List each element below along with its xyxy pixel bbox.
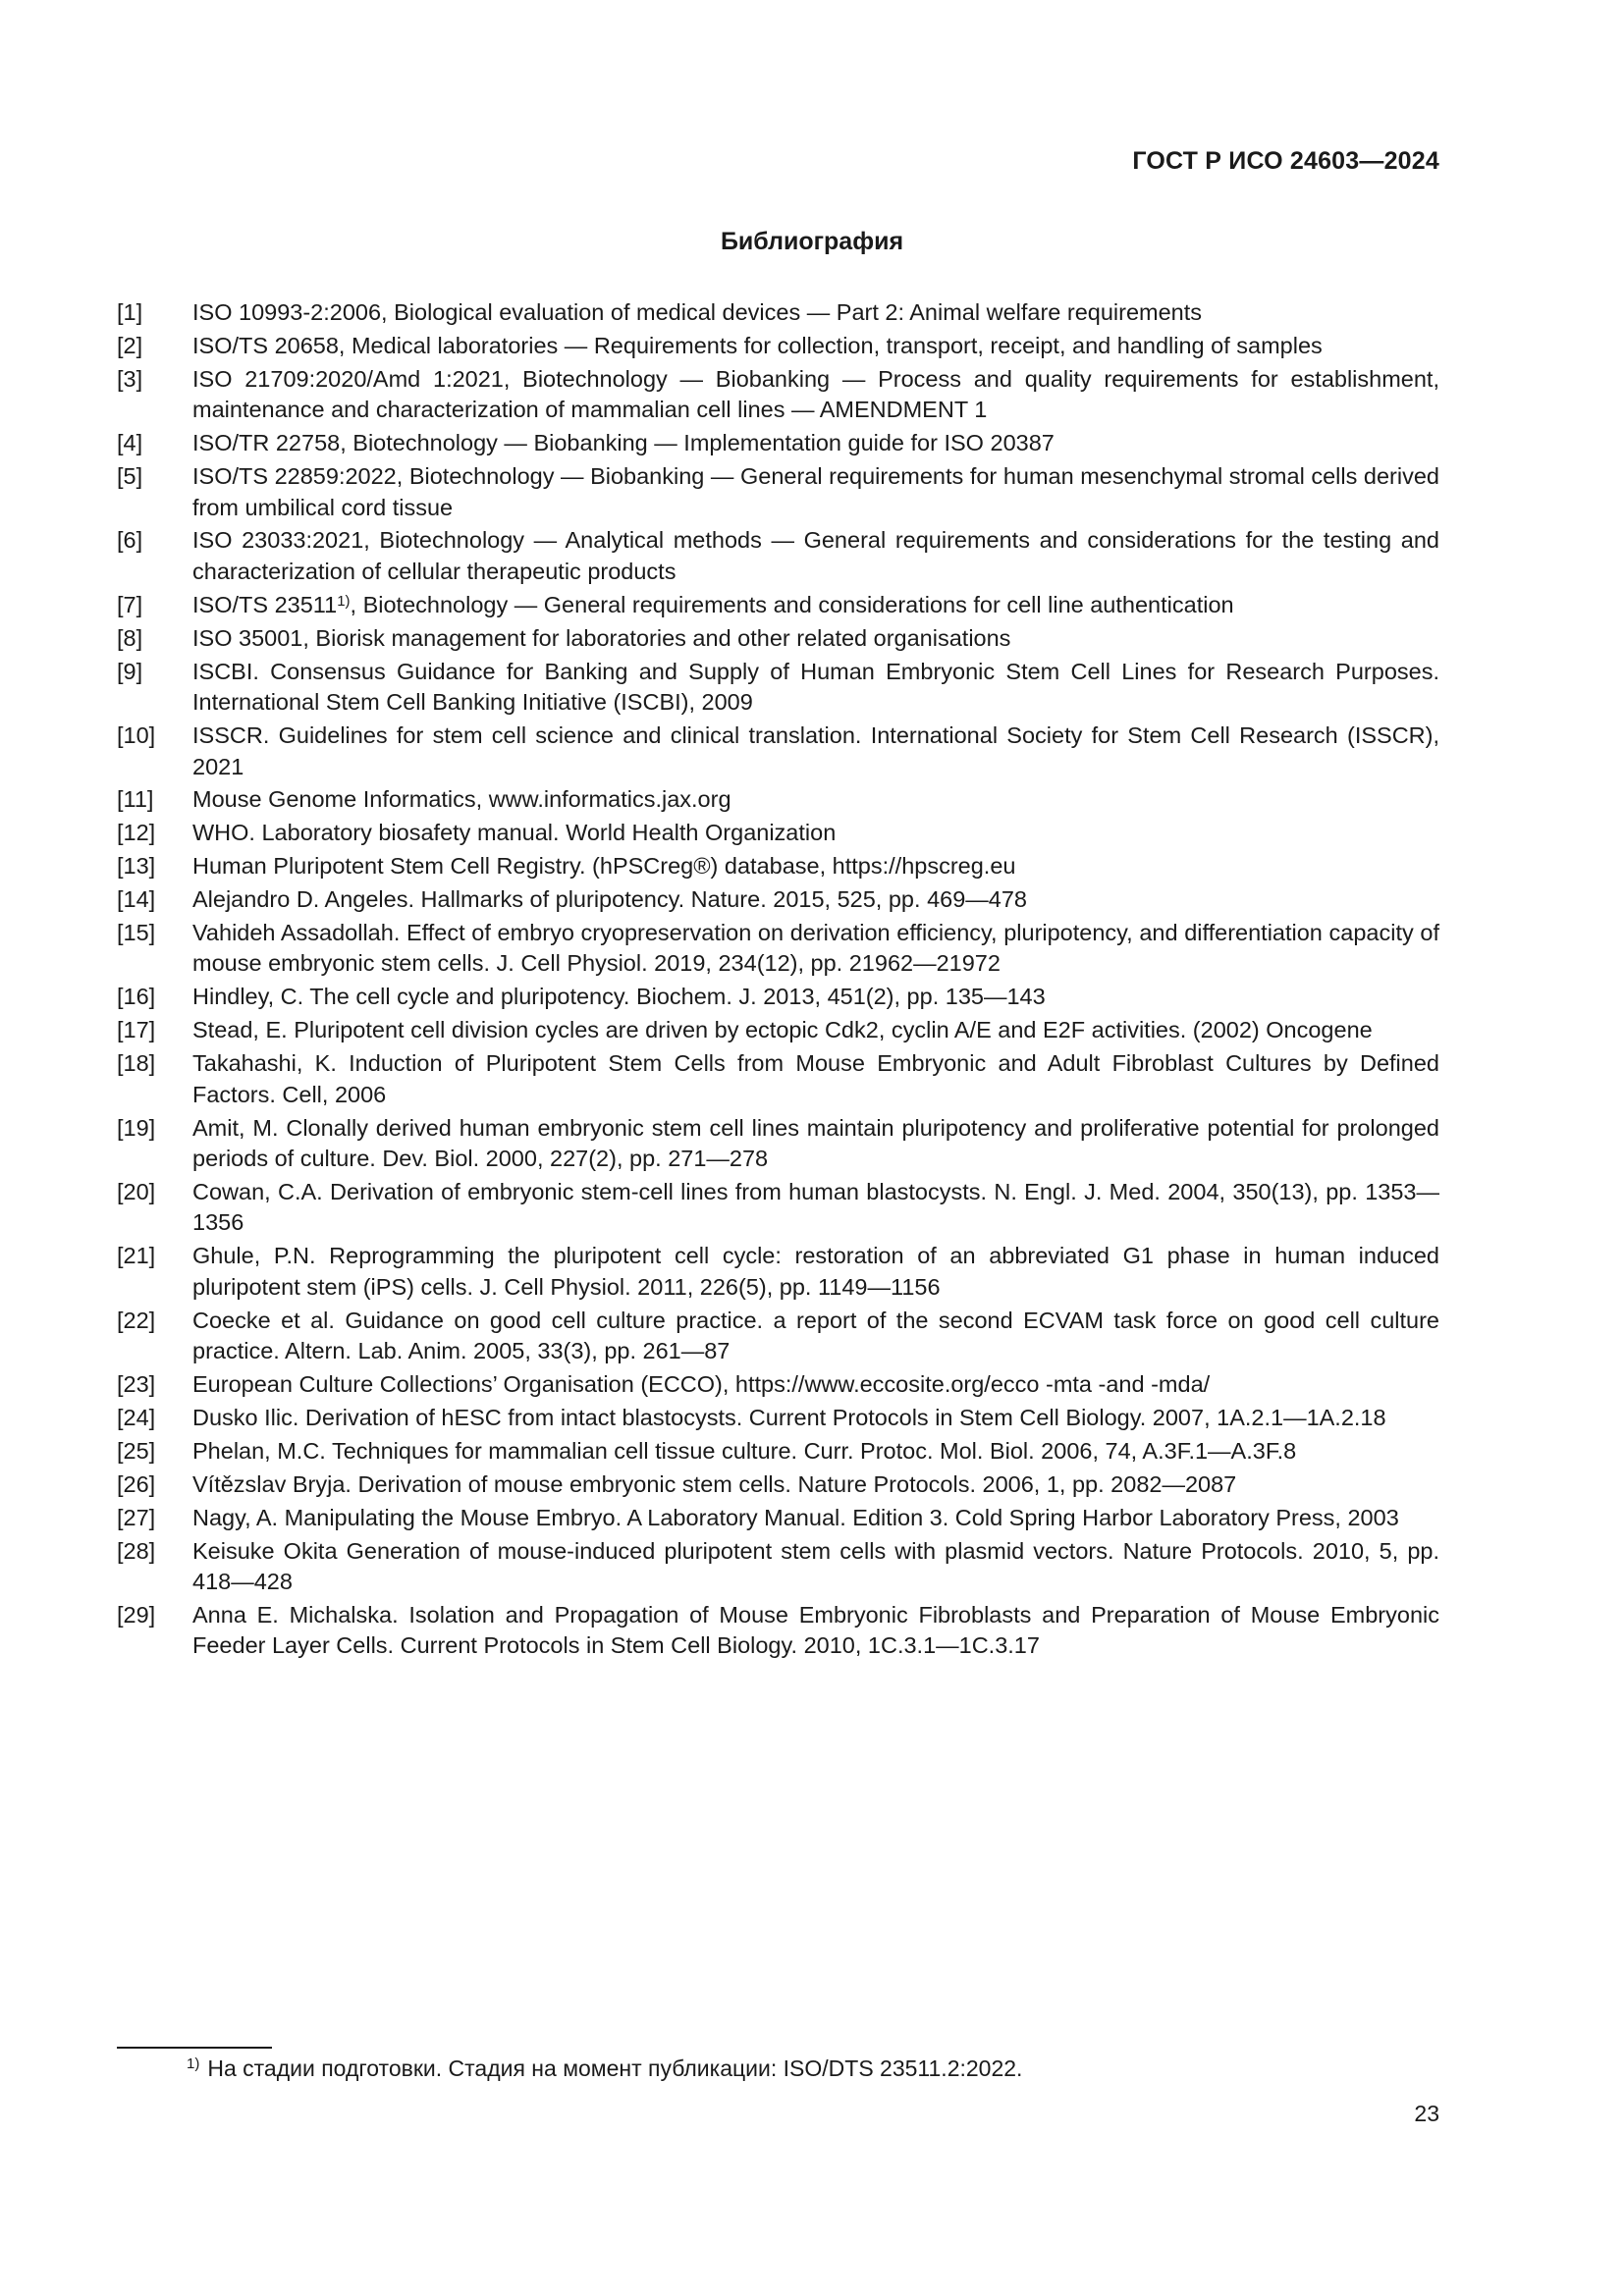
- reference-number: [16]: [117, 984, 156, 1010]
- reference-number: [6]: [117, 527, 143, 554]
- reference-text: ISSCR. Guidelines for stem cell science and clinical translation. International Society for Stem Cell Research (ISSCR), 2021: [192, 722, 1439, 779]
- reference-number: [23]: [117, 1371, 156, 1398]
- reference-text: Anna E. Michalska. Isolation and Propagation of Mouse Embryonic Fibroblasts and Preparation of Mouse Embryonic Feeder Layer Cells. Current Protocols in Stem Cell Biology. 2010, 1C.3.1—1C.3.17: [192, 1601, 1439, 1659]
- reference-number: [22]: [117, 1307, 156, 1333]
- page-number: 23: [1414, 2101, 1439, 2126]
- bibliography-item: [117, 851, 1439, 882]
- reference-text: Mouse Genome Informatics, www.informatics.jax.org: [192, 786, 731, 813]
- reference-text: [192, 590, 1439, 621]
- reference-text: Coecke et al. Guidance on good cell culture practice. a report of the second ECVAM task force on good cell culture practice. Altern. Lab. Anim. 2005, 33(3), pp. 261—87: [192, 1307, 1439, 1364]
- reference-number: [2]: [117, 332, 143, 358]
- bibliography-item: [117, 1469, 1439, 1501]
- reference-text: ISO 35001, Biorisk management for laboratories and other related organisations: [192, 624, 1011, 651]
- reference-number: [21]: [117, 1243, 156, 1269]
- bibliography-item: [117, 525, 1439, 587]
- reference-number: [29]: [117, 1601, 156, 1628]
- bibliography-item: [117, 1403, 1439, 1434]
- reference-text: Takahashi, K. Induction of Pluripotent Stem Cells from Mouse Embryonic and Adult Fibroblast Cultures by Defined Factors. Cell, 2006: [192, 1050, 1439, 1107]
- bibliography-item: [117, 982, 1439, 1013]
- reference-number: [9]: [117, 658, 143, 684]
- reference-number: [20]: [117, 1178, 156, 1204]
- reference-number: [13]: [117, 853, 156, 880]
- reference-number: [25]: [117, 1437, 156, 1464]
- reference-number: [19]: [117, 1114, 156, 1141]
- reference-number: [18]: [117, 1050, 156, 1077]
- reference-number: [3]: [117, 365, 143, 392]
- reference-text: Cowan, C.A. Derivation of embryonic stem-cell lines from human blastocysts. N. Engl. J. Med. 2004, 350(13), pp. 1353—1356: [192, 1178, 1439, 1236]
- reference-text: Alejandro D. Angeles. Hallmarks of pluripotency. Nature. 2015, 525, pp. 469—478: [192, 886, 1027, 913]
- reference-text: ISO 10993-2:2006, Biological evaluation of medical devices — Part 2: Animal welfare requirements: [192, 299, 1203, 325]
- reference-text: ISO/TR 22758, Biotechnology — Biobanking — Implementation guide for ISO 20387: [192, 430, 1055, 456]
- bibliography-list: [117, 297, 1439, 1664]
- reference-number: [5]: [117, 463, 143, 490]
- bibliography-item: [117, 657, 1439, 719]
- bibliography-item: [117, 784, 1439, 816]
- footnote-mark: 1): [187, 2056, 200, 2072]
- section-title: Библиография: [720, 228, 904, 255]
- bibliography-item: [117, 1113, 1439, 1175]
- reference-number: [14]: [117, 886, 156, 913]
- reference-number: [28]: [117, 1537, 156, 1564]
- reference-text: ISCBI. Consensus Guidance for Banking and Supply of Human Embryonic Stem Cell Lines for Research Purposes. International Stem Cell Banking Initiative (ISCBI), 2009: [192, 658, 1439, 716]
- footnote-divider: [117, 2047, 272, 2049]
- reference-number: [7]: [117, 591, 143, 617]
- bibliography-item: [117, 1536, 1439, 1598]
- reference-number: [8]: [117, 624, 143, 651]
- reference-number: [10]: [117, 722, 156, 749]
- bibliography-item: [117, 1436, 1439, 1468]
- reference-number: [12]: [117, 820, 156, 846]
- bibliography-item: [117, 331, 1439, 362]
- bibliography-item: [117, 721, 1439, 782]
- reference-text: Amit, M. Clonally derived human embryonic stem cell lines maintain pluripotency and proliferative potential for prolonged periods of culture. Dev. Biol. 2000, 227(2), pp. 271—278: [192, 1114, 1439, 1172]
- reference-number: [17]: [117, 1017, 156, 1043]
- bibliography-item: [117, 1306, 1439, 1367]
- bibliography-item: [117, 918, 1439, 980]
- reference-text: Vítězslav Bryja. Derivation of mouse embryonic stem cells. Nature Protocols. 2006, 1, pp. 2082—2087: [192, 1470, 1237, 1497]
- bibliography-item: [117, 1241, 1439, 1303]
- bibliography-item: [117, 1015, 1439, 1046]
- bibliography-item: [117, 1048, 1439, 1110]
- bibliography-item: [117, 1600, 1439, 1662]
- bibliography-item: [117, 364, 1439, 426]
- reference-number: [1]: [117, 299, 143, 325]
- reference-text-part: , Biotechnology — General requirements and considerations for cell line authentication: [350, 591, 1234, 617]
- bibliography-item: [117, 297, 1439, 329]
- document-header: ГОСТ Р ИСО 24603—2024: [1132, 147, 1439, 175]
- reference-text: Stead, E. Pluripotent cell division cycles are driven by ectopic Cdk2, cyclin A/E and E2F activities. (2002) Oncogene: [192, 1017, 1373, 1043]
- reference-number: [24]: [117, 1404, 156, 1430]
- reference-number: [4]: [117, 430, 143, 456]
- reference-text: Dusko Ilic. Derivation of hESC from intact blastocysts. Current Protocols in Stem Cell Biology. 2007, 1A.2.1—1A.2.18: [192, 1404, 1386, 1430]
- reference-text: Nagy, A. Manipulating the Mouse Embryo. A Laboratory Manual. Edition 3. Cold Spring Harbor Laboratory Press, 2003: [192, 1504, 1399, 1530]
- bibliography-item: [117, 818, 1439, 849]
- reference-number: [15]: [117, 919, 156, 945]
- bibliography-item: [117, 1177, 1439, 1239]
- bibliography-item: [117, 884, 1439, 916]
- footnote: [187, 2054, 1022, 2083]
- reference-text: Human Pluripotent Stem Cell Registry. (hPSCreg®) database, https://hpscreg.eu: [192, 853, 1016, 880]
- reference-number: [26]: [117, 1470, 156, 1497]
- reference-text: ISO/TS 22859:2022, Biotechnology — Biobanking — General requirements for human mesenchymal stromal cells derived from umbilical cord tissue: [192, 463, 1439, 520]
- bibliography-item: [117, 428, 1439, 459]
- footnote-text: На стадии подготовки. Стадия на момент публикации: ISO/DTS 23511.2:2022.: [207, 2056, 1023, 2081]
- reference-text: Ghule, P.N. Reprogramming the pluripotent cell cycle: restoration of an abbreviated G1 phase in human induced pluripotent stem (iPS) cells. J. Cell Physiol. 2011, 226(5), pp. 1149—1156: [192, 1243, 1439, 1300]
- reference-text: ISO/TS 20658, Medical laboratories — Requirements for collection, transport, receipt, and handling of samples: [192, 332, 1323, 358]
- reference-text: ISO 21709:2020/Amd 1:2021, Biotechnology — Biobanking — Process and quality requirements for establishment, maintenance and characterization of mammalian cell lines — AMENDMENT 1: [192, 365, 1439, 423]
- bibliography-item: [117, 1503, 1439, 1534]
- reference-text: Keisuke Okita Generation of mouse-induced pluripotent stem cells with plasmid vectors. Nature Protocols. 2010, 5, pp. 418—428: [192, 1537, 1439, 1595]
- bibliography-item: [117, 1369, 1439, 1401]
- reference-number: [27]: [117, 1504, 156, 1530]
- reference-text: Phelan, M.C. Techniques for mammalian cell tissue culture. Curr. Protoc. Mol. Biol. 2006, 74, A.3F.1—A.3F.8: [192, 1437, 1297, 1464]
- reference-text: ISO 23033:2021, Biotechnology — Analytical methods — General requirements and considerations for the testing and characterization of cellular therapeutic products: [192, 527, 1439, 584]
- reference-number: [11]: [117, 786, 154, 813]
- reference-text: Vahideh Assadollah. Effect of embryo cryopreservation on derivation efficiency, pluripotency, and differentiation capacity of mouse embryonic stem cells. J. Cell Physiol. 2019, 234(12), pp. 21962—21972: [192, 919, 1439, 977]
- bibliography-item: [117, 623, 1439, 655]
- bibliography-item: [117, 461, 1439, 523]
- reference-text: WHO. Laboratory biosafety manual. World Health Organization: [192, 820, 837, 846]
- reference-text-part: ISO/TS 23511: [192, 591, 338, 617]
- reference-text: European Culture Collections’ Organisation (ECCO), https://www.eccosite.org/ecco -mta -and -mda/: [192, 1371, 1211, 1398]
- reference-text: Hindley, C. The cell cycle and pluripotency. Biochem. J. 2013, 451(2), pp. 135—143: [192, 984, 1046, 1010]
- footnote-reference-mark: 1): [337, 592, 351, 610]
- bibliography-item: [117, 590, 1439, 621]
